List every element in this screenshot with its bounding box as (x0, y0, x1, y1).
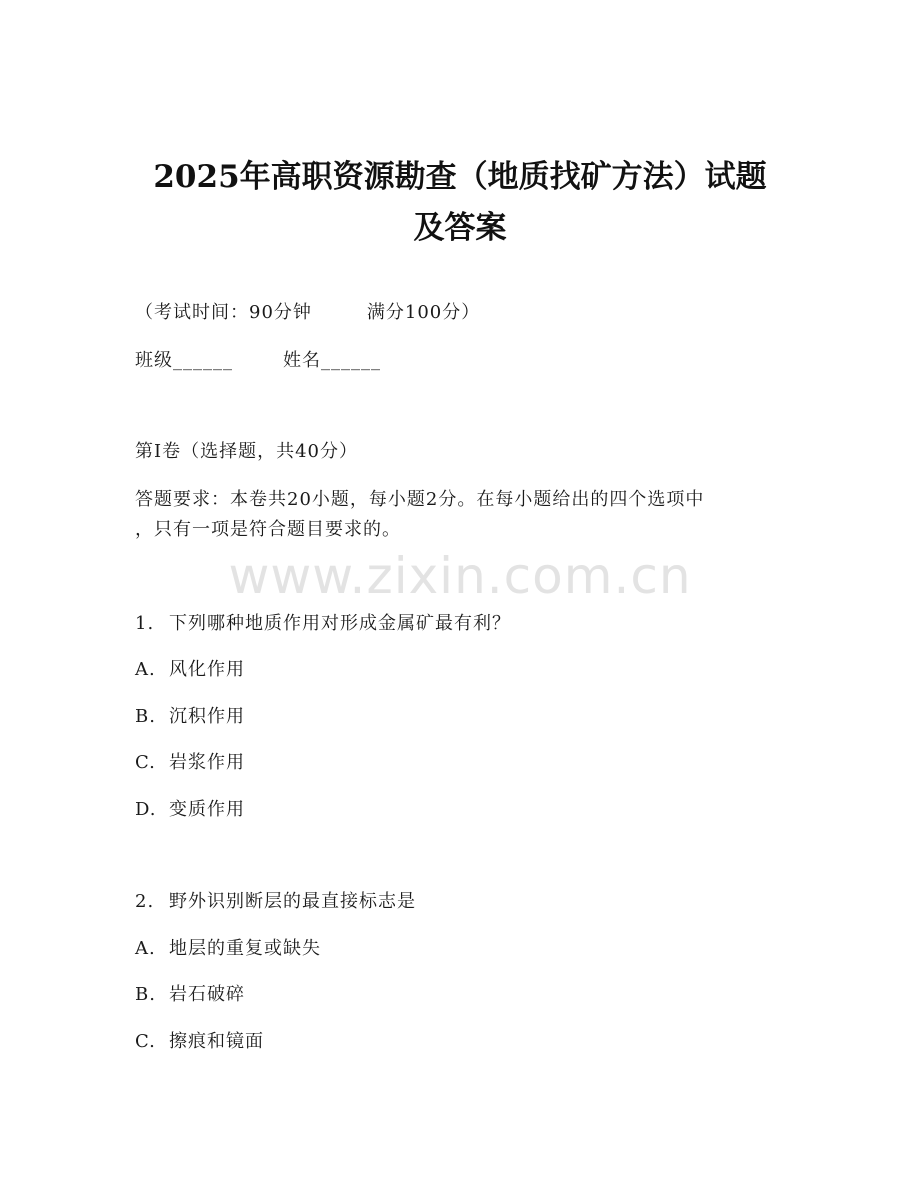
option-1a (135, 657, 245, 683)
name-field: 姓名______ (283, 350, 381, 371)
exam-time: （考试时间：90分钟 (135, 302, 312, 323)
option-text: 岩石破碎 (169, 984, 245, 1005)
option-letter: A. (135, 659, 156, 680)
option-text: 擦痕和镜面 (169, 1031, 264, 1052)
instructions-line1: 答题要求：本卷共20小题，每小题2分。在每小题给出的四个选项中 (135, 489, 705, 510)
option-2b (135, 982, 245, 1008)
option-text: 岩浆作用 (169, 752, 245, 773)
student-fields (135, 348, 381, 374)
option-letter: B. (135, 984, 156, 1005)
option-letter: C. (135, 752, 156, 773)
option-text: 地层的重复或缺失 (169, 938, 321, 959)
full-score: 满分100分） (366, 302, 481, 323)
question-1 (135, 611, 511, 637)
option-letter: D. (135, 799, 157, 820)
exam-info (135, 300, 480, 326)
option-2a (135, 936, 321, 962)
question-2 (135, 889, 416, 915)
option-letter: B. (135, 706, 156, 727)
question-number: 2. (135, 891, 155, 912)
option-1c (135, 750, 245, 776)
document-title-line2: 及答案 (413, 210, 507, 246)
option-letter: A. (135, 938, 156, 959)
watermark: www.zixin.com.cn (228, 547, 692, 605)
section-header: 第I卷（选择题，共40分） (135, 441, 359, 462)
option-text: 风化作用 (169, 659, 245, 680)
question-number: 1. (135, 613, 155, 634)
option-letter: C. (135, 1031, 156, 1052)
class-field: 班级______ (135, 350, 233, 371)
instructions-line2: ，只有一项是符合题目要求的。 (135, 519, 401, 540)
option-1d (135, 797, 245, 823)
option-2c (135, 1029, 264, 1055)
option-1b (135, 704, 245, 730)
option-text: 变质作用 (169, 799, 245, 820)
question-text: 野外识别断层的最直接标志是 (169, 891, 416, 912)
option-text: 沉积作用 (169, 706, 245, 727)
document-title-line1: 2025年高职资源勘查（地质找矿方法）试题 (153, 159, 767, 195)
question-text: 下列哪种地质作用对形成金属矿最有利？ (169, 613, 511, 634)
